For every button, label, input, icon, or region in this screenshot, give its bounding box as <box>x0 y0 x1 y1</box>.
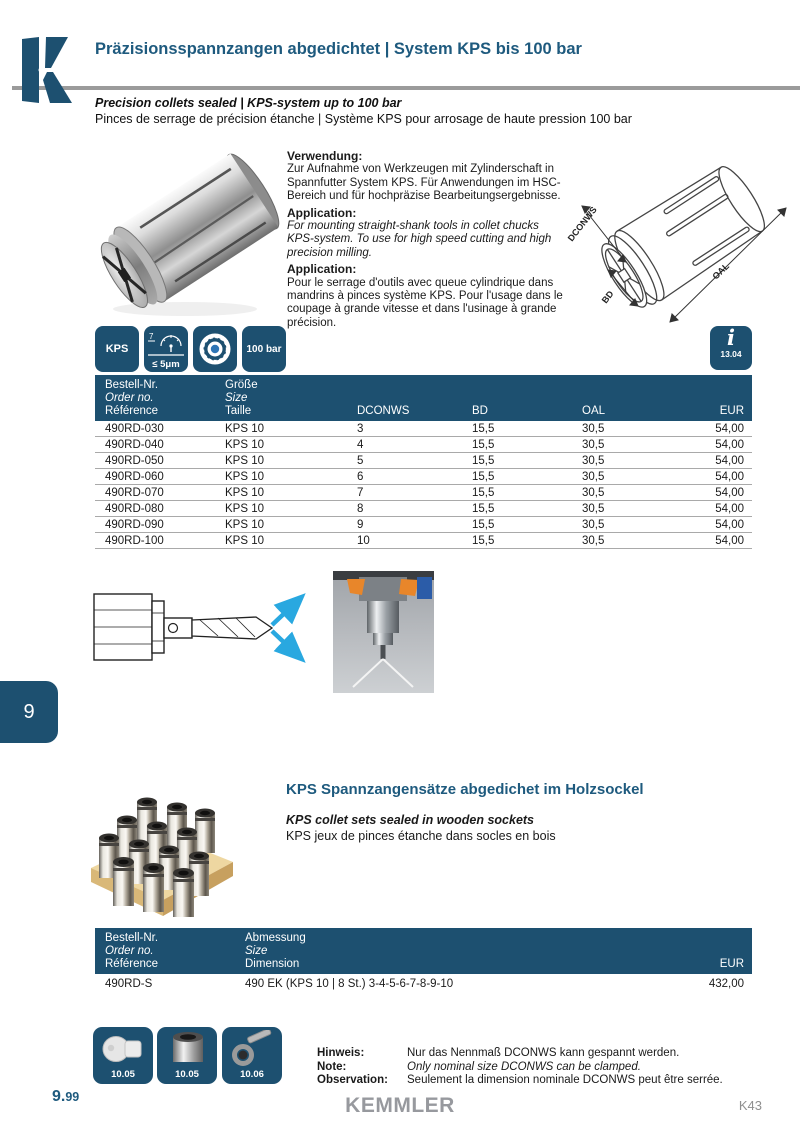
usage-text-de: Zur Aufnahme von Werkzeugen mit Zylinderschaft in Spannfutter System KPS. Für Anwendungen im HSC-Bereich und für hochpräzise Bearbeitungsergebnisse. <box>287 163 561 203</box>
section2-subtitle-en: KPS collet sets sealed in wooden sockets <box>286 813 535 827</box>
table-cell: 490RD-090 <box>95 517 215 533</box>
table-cell: 15,5 <box>470 421 580 437</box>
note-en: Note: Only nominal size DCONWS can be clamped. <box>317 1060 641 1073</box>
table-cell: 8 <box>355 501 470 517</box>
table-row <box>95 469 752 485</box>
table-cell: KPS 10 <box>215 421 355 437</box>
table-cell: 490RD-080 <box>95 501 215 517</box>
table-cell: 30,5 <box>580 501 675 517</box>
pressure-badge <box>242 326 286 372</box>
usage-label-en: Application: <box>287 205 357 220</box>
note-de: Hinweis: Nur das Nennmaß DCONWS kann gespannt werden. <box>317 1047 680 1059</box>
header-divider <box>12 86 800 90</box>
table-row <box>95 517 752 533</box>
col-oal: OAL <box>580 375 675 421</box>
table-cell: 30,5 <box>580 485 675 501</box>
table-cell: 54,00 <box>675 421 752 437</box>
table-cell: 15,5 <box>470 533 580 549</box>
col-order-no: Bestell-Nr. Order no. Référence <box>95 928 235 974</box>
table-cell: KPS 10 <box>215 469 355 485</box>
col-order-no: Bestell-Nr. Order no. Référence <box>95 375 215 421</box>
table-cell: 30,5 <box>580 533 675 549</box>
table-cell: 54,00 <box>675 453 752 469</box>
table-cell: 490RD-070 <box>95 485 215 501</box>
table-cell: 30,5 <box>580 469 675 485</box>
table-cell: KPS 10 <box>215 517 355 533</box>
accessory-badge-sealing-plug <box>93 1027 153 1084</box>
table-cell: 15,5 <box>470 453 580 469</box>
table-cell: 7 <box>355 485 470 501</box>
machining-photo <box>333 571 434 693</box>
table-cell: KPS 10 <box>215 437 355 453</box>
concentricity-icon <box>193 326 237 372</box>
table-cell: 54,00 <box>675 437 752 453</box>
table-body <box>95 974 752 991</box>
usage-text-en: For mounting straight-shank tools in collet chucks KPS-system. To use for high speed cutting and high precision milling. <box>287 220 552 259</box>
table-cell: 30,5 <box>580 517 675 533</box>
dim-label-dconws: DCONWS <box>565 204 599 244</box>
table-row <box>95 421 752 437</box>
table-cell: 15,5 <box>470 501 580 517</box>
table-cell: 30,5 <box>580 421 675 437</box>
table-cell: KPS 10 <box>215 485 355 501</box>
catalog-page-code: K43 <box>738 1098 762 1113</box>
kps-system-badge <box>95 326 139 372</box>
kemmler-k-logo <box>20 36 78 106</box>
dial-gauge-icon <box>144 326 188 372</box>
accessory-badge-clamping-nut <box>157 1027 217 1084</box>
info-reference-number: 13.04 <box>720 349 742 359</box>
table-cell: 54,00 <box>675 517 752 533</box>
chapter-tab: 9 <box>0 681 58 743</box>
kemmler-wordmark: KEMMLER <box>345 1094 455 1117</box>
kps-badge-label: KPS <box>105 343 129 355</box>
page-number: 9.99 <box>52 1088 80 1105</box>
table-cell: 30,5 <box>580 453 675 469</box>
page-subtitle-en: Precision collets sealed | KPS-system up to 100 bar <box>95 96 402 110</box>
table-body <box>95 421 752 549</box>
table-cell: 490 EK (KPS 10 | 8 St.) 3-4-5-6-7-8-9-10 <box>245 978 454 990</box>
col-dimension: Abmessung Size Dimension <box>235 928 675 974</box>
table-header <box>95 375 752 421</box>
price-table-collets <box>95 375 752 549</box>
table-cell: 15,5 <box>470 485 580 501</box>
table-cell: 432,00 <box>708 978 744 990</box>
dim-label-oal: OAL <box>710 261 732 282</box>
usage-label-fr: Application: <box>287 262 357 277</box>
col-bd: BD <box>470 375 580 421</box>
table-cell: 54,00 <box>675 533 752 549</box>
table-cell: 4 <box>355 437 470 453</box>
table-cell: 15,5 <box>470 469 580 485</box>
table-row <box>95 453 752 469</box>
table-row <box>95 533 752 549</box>
runout-tolerance-badge <box>144 326 188 372</box>
table-row <box>95 437 752 453</box>
accessory-ref: 10.05 <box>111 1069 135 1080</box>
table-cell: 54,00 <box>675 469 752 485</box>
section2-title: KPS Spannzangensätze abgedichet im Holzsockel <box>286 781 644 798</box>
table-cell: 490RD-100 <box>95 533 215 549</box>
notes-block <box>317 1047 787 1088</box>
table-cell: 490RD-S <box>105 978 153 990</box>
table-cell: 5 <box>355 453 470 469</box>
pressure-badge-label: 100 bar <box>246 343 282 355</box>
gauge-badge-label: ≤ 5μm <box>152 359 180 370</box>
table-cell: 490RD-040 <box>95 437 215 453</box>
page-title: Präzisionsspannzangen abgedichtet | System KPS bis 100 bar <box>95 40 582 58</box>
clamping-nut-icon <box>161 1030 213 1068</box>
table-cell: 54,00 <box>675 485 752 501</box>
table-cell: 3 <box>355 421 470 437</box>
sealing-plug-icon <box>97 1030 149 1068</box>
col-eur: EUR <box>675 928 752 974</box>
table-cell: 490RD-050 <box>95 453 215 469</box>
table-cell: 54,00 <box>675 501 752 517</box>
usage-text-block <box>287 147 567 330</box>
accessory-badge-wrench <box>222 1027 282 1084</box>
table-cell: KPS 10 <box>215 453 355 469</box>
page-subtitle-fr: Pinces de serrage de précision étanche | Système KPS pour arrosage de haute pression 100 bar <box>95 112 632 126</box>
table-header <box>95 928 752 974</box>
table-cell: 15,5 <box>470 437 580 453</box>
technical-drawing <box>558 138 800 333</box>
concentricity-badge <box>193 326 237 372</box>
wrench-icon <box>226 1030 278 1068</box>
collet-product-photo <box>85 143 290 321</box>
table-row <box>95 501 752 517</box>
table-cell: 490RD-030 <box>95 421 215 437</box>
price-table-sets <box>95 928 752 991</box>
dim-label-bd: BD <box>599 288 616 306</box>
section2-subtitle-fr: KPS jeux de pinces étanche dans socles en bois <box>286 829 556 843</box>
table-cell: 490RD-060 <box>95 469 215 485</box>
collet-coolant-drawing <box>88 568 306 693</box>
accessory-ref: 10.06 <box>240 1069 264 1080</box>
usage-label-de: Verwendung: <box>287 149 363 163</box>
svg-text:7: 7 <box>149 332 154 341</box>
table-cell: 15,5 <box>470 517 580 533</box>
info-reference-badge <box>710 326 752 370</box>
accessory-ref: 10.05 <box>175 1069 199 1080</box>
col-dconws: DCONWS <box>355 375 470 421</box>
table-cell: 9 <box>355 517 470 533</box>
usage-text-fr: Pour le serrage d'outils avec queue cylindrique dans mandrins à pinces système KPS. Pour l'usage dans le coupage à grande vitesse et dans l'usinage à grande précision. <box>287 276 563 329</box>
table-cell: KPS 10 <box>215 501 355 517</box>
collet-set-photo <box>85 776 237 921</box>
col-eur: EUR <box>675 375 752 421</box>
table-cell: 10 <box>355 533 470 549</box>
table-cell: 6 <box>355 469 470 485</box>
table-cell: 30,5 <box>580 437 675 453</box>
table-row <box>95 974 752 991</box>
info-icon: i <box>727 325 735 350</box>
table-cell: KPS 10 <box>215 533 355 549</box>
col-size: Größe Size Taille <box>215 375 355 421</box>
note-fr: Observation: Seulement la dimension nominale DCONWS peut être serrée. <box>317 1074 723 1086</box>
table-row <box>95 485 752 501</box>
